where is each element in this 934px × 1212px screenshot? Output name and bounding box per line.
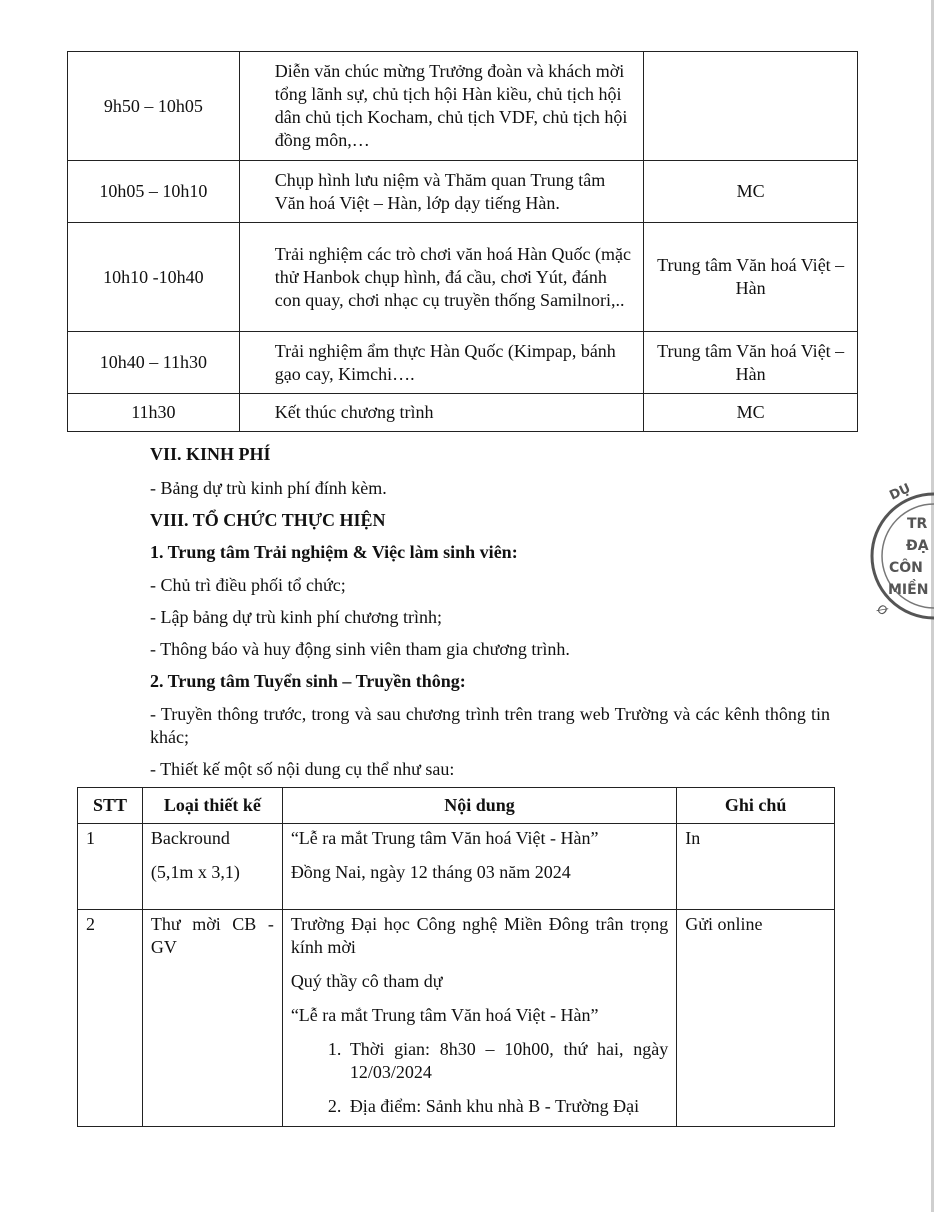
stamp-text: MIỀN (888, 582, 929, 598)
activity-cell: Kết thúc chương trình (239, 394, 644, 432)
time-cell: 10h10 -10h40 (68, 223, 240, 332)
official-stamp (862, 470, 934, 640)
time-cell: 11h30 (68, 394, 240, 432)
list-item: - Thiết kế một số nội dung cụ thể như sau: (150, 759, 455, 779)
list-item: - Thông báo và huy động sinh viên tham gia chương trình. (150, 639, 570, 659)
time-cell: 10h05 – 10h10 (68, 161, 240, 223)
table-row (68, 161, 858, 223)
type-line: (5,1m x 3,1) (150, 862, 240, 882)
design-table (77, 787, 835, 1127)
note-value: Gửi online (685, 914, 763, 934)
section-heading-implementation: VIII. TỔ CHỨC THỰC HIỆN (150, 510, 386, 530)
table-header-row (78, 788, 835, 824)
note-value: In (685, 828, 701, 848)
list-item: - Lập bảng dự trù kinh phí chương trình; (150, 607, 442, 627)
budget-line: - Bảng dự trù kinh phí đính kèm. (150, 478, 387, 498)
content-cell (282, 824, 676, 910)
stt-value: 2 (86, 914, 95, 934)
list-item: - Truyền thông trước, trong và sau chương trình trên trang web Trường và các kênh thông tin khác; (150, 704, 830, 747)
type-cell (142, 910, 282, 1127)
content-line: Quý thầy cô tham dự (290, 971, 443, 991)
stamp-text: TR (907, 516, 928, 532)
responsible-cell (644, 52, 858, 161)
table-row (68, 52, 858, 161)
column-header-stt: STT (78, 788, 143, 824)
activity-cell: Trải nghiệm các trò chơi văn hoá Hàn Quốc (mặc thử Hanbok chụp hình, đá cầu, chơi Yút, đánh con quay, chơi nhạc cụ truyền thống Samilnori,.. (239, 223, 644, 332)
list-item: 1. Thời gian: 8h30 – 10h00, thứ hai, ngày 12/03/2024 (346, 1038, 668, 1084)
table-row (78, 824, 835, 910)
list-item: - Chủ trì điều phối tổ chức; (150, 575, 346, 595)
table-row (68, 223, 858, 332)
content-cell (282, 910, 676, 1127)
list-item: 2. Địa điểm: Sảnh khu nhà B - Trường Đại (346, 1095, 668, 1118)
table-row (68, 332, 858, 394)
type-line: Thư mời CB - GV (150, 914, 274, 957)
stt-cell (78, 910, 143, 1127)
content-line: Đồng Nai, ngày 12 tháng 03 năm 2024 (290, 862, 571, 882)
note-cell (677, 824, 835, 910)
table-row (78, 910, 835, 1127)
note-cell (677, 910, 835, 1127)
type-cell (142, 824, 282, 910)
stt-cell (78, 824, 143, 910)
activity-cell: Chụp hình lưu niệm và Thăm quan Trung tâm Văn hoá Việt – Hàn, lớp dạy tiếng Hàn. (239, 161, 644, 223)
column-header-note: Ghi chú (677, 788, 835, 824)
type-line: Backround (150, 828, 230, 848)
activity-cell: Trải nghiệm ẩm thực Hàn Quốc (Kimpap, bánh gạo cay, Kimchi…. (239, 332, 644, 394)
invitation-details-list (291, 1038, 668, 1118)
section-heading-budget: VII. KINH PHÍ (150, 444, 271, 464)
stamp-text: CÔN (889, 560, 923, 576)
time-cell: 9h50 – 10h05 (68, 52, 240, 161)
column-header-content: Nội dung (282, 788, 676, 824)
content-line: Trường Đại học Công nghệ Miền Đông trân trọng kính mời (290, 914, 669, 957)
content-line: “Lễ ra mắt Trung tâm Văn hoá Việt - Hàn” (290, 828, 599, 848)
column-header-type: Loại thiết kế (142, 788, 282, 824)
table-row (68, 394, 858, 432)
responsible-cell: MC (644, 394, 858, 432)
responsible-cell: Trung tâm Văn hoá Việt – Hàn (644, 332, 858, 394)
time-cell: 10h40 – 11h30 (68, 332, 240, 394)
svg-text:Ø: Ø (874, 601, 891, 619)
subheading-communication-center: 2. Trung tâm Tuyển sinh – Truyền thông: (150, 671, 466, 691)
stamp-text: ĐẠ (906, 538, 929, 554)
svg-text:DỤ: DỤ (887, 481, 914, 504)
schedule-table (67, 51, 858, 432)
activity-cell: Diễn văn chúc mừng Trưởng đoàn và khách mời tổng lãnh sự, chủ tịch hội Hàn kiều, chủ tịch hội dân chủ tịch Kocham, chủ tịch VDF, chủ tịch hội đồng môn,… (239, 52, 644, 161)
content-line: “Lễ ra mắt Trung tâm Văn hoá Việt - Hàn” (290, 1005, 599, 1025)
responsible-cell: Trung tâm Văn hoá Việt – Hàn (644, 223, 858, 332)
stt-value: 1 (86, 828, 95, 848)
subheading-student-center: 1. Trung tâm Trải nghiệm & Việc làm sinh viên: (150, 542, 518, 562)
responsible-cell: MC (644, 161, 858, 223)
